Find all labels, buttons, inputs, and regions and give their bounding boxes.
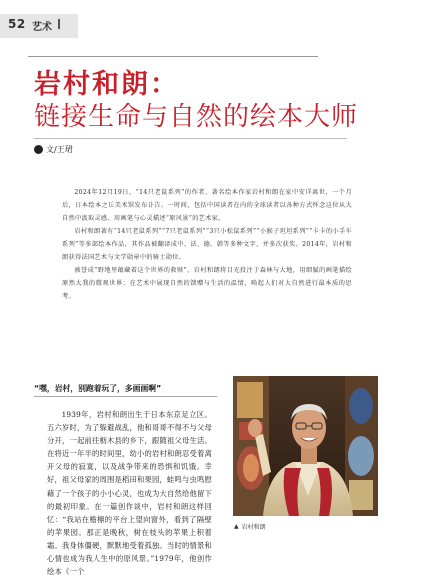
title-rule bbox=[34, 138, 347, 139]
intro-paragraph: 被誉成“野地里蕴藏着这个世界的救赎”，岩村和朗将目光投注于森林与大地，用细腻的画笔描绘原然大我的微观世界；在艺术中展现自然的馈赠与生活的温情，唤起人们对大自然进行最本质的思考。 bbox=[62, 267, 352, 300]
author-photo bbox=[233, 376, 378, 516]
subhead-rule bbox=[34, 396, 217, 397]
page-header bbox=[0, 0, 427, 38]
section-label: 艺术 bbox=[32, 22, 52, 33]
byline bbox=[34, 142, 73, 156]
intro-paragraph: 岩村和朗著有“14只老鼠系列”“7只老鼠系列”“3只小松鼠系列”“小猴子坦坦系列”“卡卡的小手车系列”等多部绘本作品，其作品被翻译成中、法、德、韩等多种文字，并多次获奖。2014年，岩村和朗获得法国艺术与文学勋章中的骑士勋位。 bbox=[62, 228, 352, 261]
top-rule bbox=[28, 56, 318, 57]
section-subhead: “嘿，岩村，别跑着玩了，多画画啊” bbox=[34, 384, 162, 393]
body-column bbox=[47, 408, 212, 578]
body-paragraph: 1939年，岩村和朗出生于日本东京足立区。五六岁时，为了躲避战乱，他和哥哥不得不与父母分开，一起前往枥木县的乡下，跟随祖父母生活。在将近一年半的时间里，幼小的岩村和朗忍受着离开父母的寂寞，以及战争带来的恐惧和饥饿。幸好，祖父母家的周围是稻田和果园，蛙鸣与虫鸣慰藉了一个孩子的小小心灵，也成为大自然给他留下的最初印象。在一篇创作谈中，岩村和朗这样回忆：“我站在檐檩的平台上望向窗外，看到了隔壁的苹果园。那正是晚秋，树在枝头的苹果上积着霜。我身体僵硬，默默地受着孤独。当时的情景和心情也成为我人生中的原风景。”1979年，他创作绘本《一个 bbox=[47, 410, 212, 577]
page-number: 52 bbox=[8, 17, 26, 31]
intro-paragraph: 2024年12月19日，“14只老鼠系列”的作者、著名绘本作家岩村和朗在家中安详离世，一个月后，日本绘本之丘美术馆发布讣告。一时间，包括中国读者在内的全球读者以各种方式怀念这位从大自然中汲取灵感、用画笔与心灵描述“原风景”的艺术家。 bbox=[62, 189, 352, 222]
byline-text: 文/王珺 bbox=[46, 144, 73, 154]
photo-caption-text: 岩村和朗 bbox=[241, 524, 266, 531]
article-subtitle: 链接生命与自然的绘本大师 bbox=[34, 102, 359, 132]
photo-caption bbox=[234, 522, 266, 531]
section-divider bbox=[58, 19, 60, 29]
article-intro bbox=[62, 186, 352, 303]
triangle-up-icon: ▲ bbox=[234, 523, 239, 530]
article-title: 岩村和朗： bbox=[34, 69, 179, 100]
byline-bullet-icon bbox=[34, 145, 43, 154]
